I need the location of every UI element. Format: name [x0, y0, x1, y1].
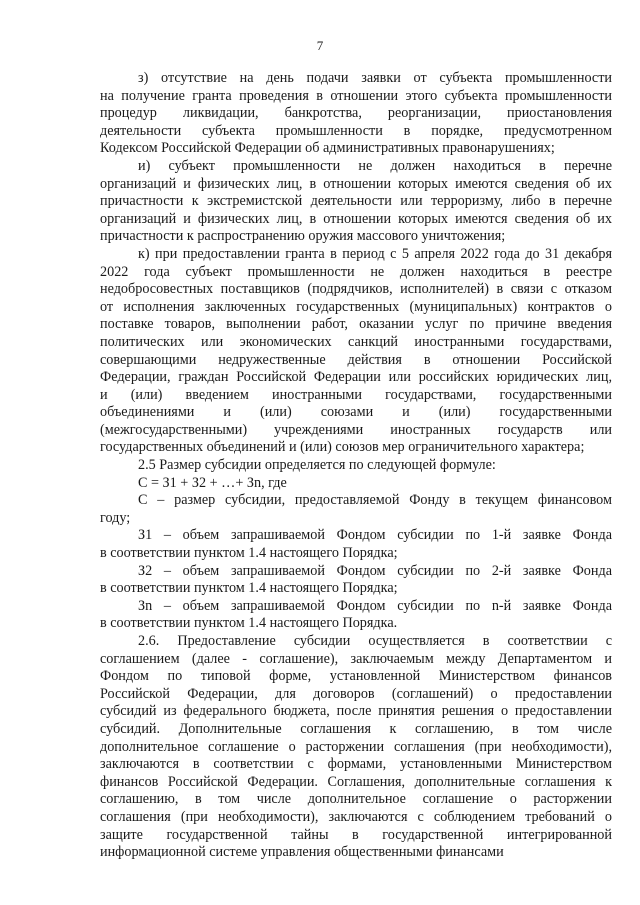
- text-line: политических или экономических санкций иностранными государствами,: [100, 333, 612, 350]
- text-line: субсидий из федерального бюджета, после принятия решения о предоставлении: [100, 703, 612, 720]
- text-line: С – размер субсидии, предоставляемой Фонду в текущем финансовом: [138, 492, 612, 509]
- text-line: причастности к экстремистской деятельности или терроризму, либо в перечне: [100, 193, 612, 210]
- text-line: субсидий. Дополнительные соглашения к соглашению, в том числе: [100, 720, 612, 737]
- text-line: Фондом по типовой форме, установленной Министерством финансов: [100, 668, 612, 685]
- text-line: процедур ликвидации, банкротства, реорганизации, приостановления: [100, 105, 612, 122]
- text-line: соглашения (при необходимости), заключаются с соблюдением требований о: [100, 808, 612, 825]
- text-line: Федерации, граждан Российской Федерации или российских юридических лиц,: [100, 369, 612, 386]
- text-line: и) субъект промышленности не должен находиться в перечне: [138, 157, 612, 174]
- text-line: З2 – объем запрашиваемой Фондом субсидии по 2-й заявке Фонда: [138, 562, 612, 579]
- paragraph-def-zn: [100, 598, 612, 633]
- text-line: деятельности субъекта промышленности в порядке, предусмотренном: [100, 122, 612, 139]
- text-line: объединениями и (или) союзами и (или) государственными: [100, 404, 612, 421]
- text-line: совершающими недружественные действия в отношении Российской: [100, 351, 612, 368]
- text-line: недобросовестных поставщиков (подрядчиков, исполнителей) в связи с отказом: [100, 281, 612, 298]
- text-line: защите государственной тайны в государственной интегрированной: [100, 826, 612, 843]
- text-line: на получение гранта проведения в отношении этого субъекта промышленности: [100, 87, 612, 104]
- text-line: информационной системе управления общественными финансами: [100, 844, 504, 861]
- text-line: 2022 года субъект промышленности не должен находиться в реестре: [100, 263, 612, 280]
- document-body: [100, 70, 612, 862]
- text-line: соглашением (далее - соглашение), заключаемым между Департаментом и: [100, 650, 612, 667]
- paragraph-clause-2-6: [100, 633, 612, 862]
- text-line: поставке товаров, выполнении работ, оказании услуг по причине введения: [100, 316, 612, 333]
- text-line: году;: [100, 509, 131, 526]
- text-line: финансов Российской Федерации. Соглашения, дополнительные соглашения к: [100, 773, 612, 790]
- text-line: организаций и физических лиц, в отношении которых имеются сведения об их: [100, 175, 612, 192]
- text-line: Кодексом Российской Федерации об административных правонарушениях;: [100, 140, 555, 157]
- text-line: в соответствии пунктом 1.4 настоящего Порядка.: [100, 615, 398, 632]
- page-number: 7: [316, 38, 324, 53]
- paragraph-formula: [100, 475, 612, 493]
- text-line: Зn – объем запрашиваемой Фондом субсидии по n-й заявке Фонда: [138, 597, 612, 614]
- text-line: от исполнения заключенных государственных (муниципальных) контрактов о: [100, 298, 612, 315]
- text-line: организаций и физических лиц, в отношении которых имеются сведения об их: [100, 210, 612, 227]
- text-line: С = З1 + З2 + …+ Зn, где: [138, 474, 287, 491]
- text-line: Российской Федерации, для договоров (соглашений) о предоставлении: [100, 685, 612, 702]
- text-line: и (или) введением иностранными государствами, государственными: [100, 386, 612, 403]
- paragraph-item-i: [100, 158, 612, 246]
- text-line: З1 – объем запрашиваемой Фондом субсидии по 1-й заявке Фонда: [138, 527, 612, 544]
- text-line: дополнительное соглашение о расторжении соглашения (при необходимости),: [100, 738, 612, 755]
- text-line: государственных объединений и (или) союзов мер ограничительного характера;: [100, 439, 585, 456]
- paragraph-clause-2-5: [100, 457, 612, 475]
- paragraph-def-c: [100, 492, 612, 527]
- text-line: к) при предоставлении гранта в период с 5 апреля 2022 года до 31 декабря: [138, 245, 612, 262]
- text-line: 2.5 Размер субсидии определяется по следующей формуле:: [138, 457, 496, 474]
- text-line: в соответствии пунктом 1.4 настоящего Порядка;: [100, 545, 398, 562]
- text-line: соглашению, в том числе дополнительное соглашение о расторжении: [100, 791, 612, 808]
- paragraph-item-z: [100, 70, 612, 158]
- text-line: 2.6. Предоставление субсидии осуществляется в соответствии с: [138, 633, 612, 649]
- text-line: (межгосударственными) учреждениями иностранных государств или: [100, 421, 612, 438]
- paragraph-def-z1: [100, 527, 612, 562]
- text-line: заключаются в соответствии с формами, установленными Министерством: [100, 756, 612, 773]
- paragraph-item-k: [100, 246, 612, 457]
- paragraph-def-z2: [100, 563, 612, 598]
- text-line: з) отсутствие на день подачи заявки от субъекта промышленности: [138, 70, 612, 86]
- text-line: причастности к распространению оружия массового уничтожения;: [100, 228, 506, 245]
- text-line: в соответствии пунктом 1.4 настоящего Порядка;: [100, 580, 398, 597]
